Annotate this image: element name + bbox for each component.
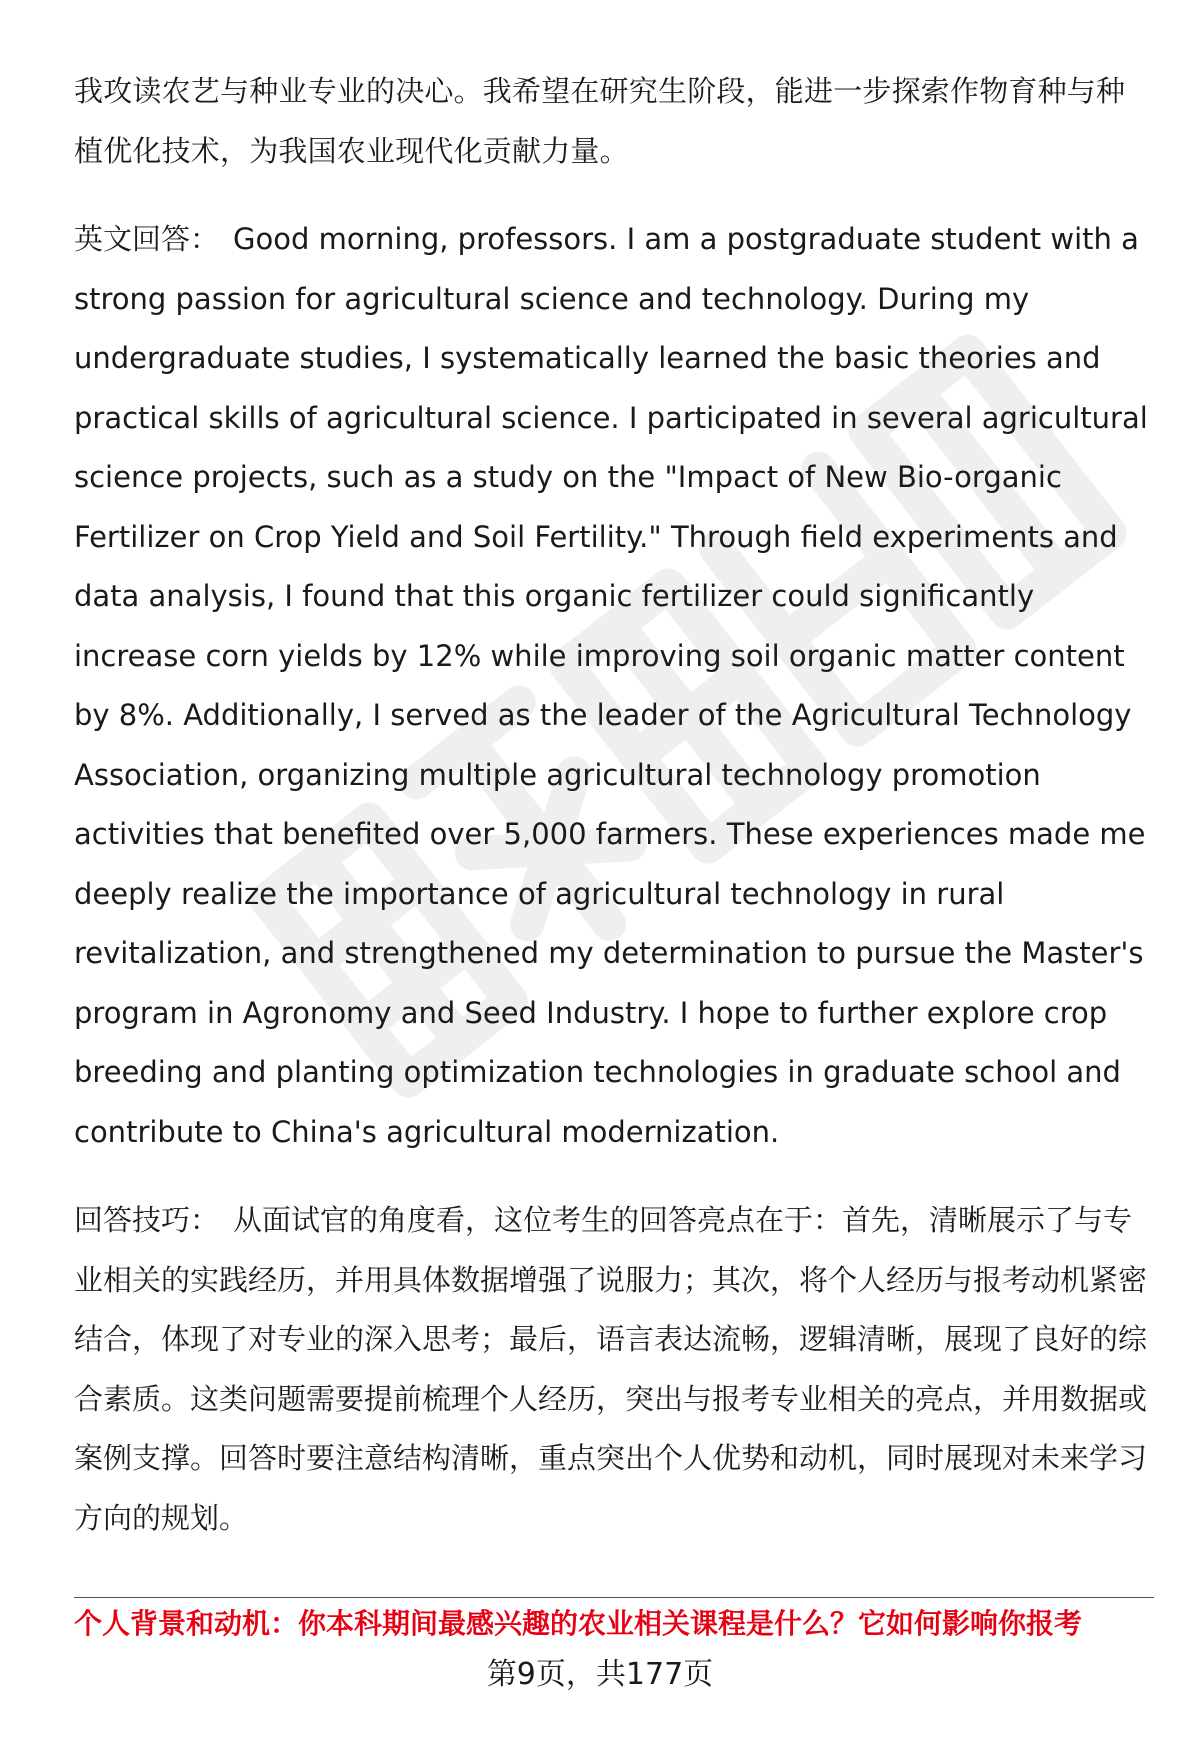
answer-tips-label: 回答技巧： [74, 1203, 220, 1237]
next-question-heading: 个人背景和动机：你本科期间最感兴趣的农业相关课程是什么？它如何影响你报考 [74, 1607, 1083, 1640]
paragraph-motivation-continued: 我攻读农艺与种业专业的决心。我希望在研究生阶段，能进一步探索作物育种与种植优化技术，为我国农业现代化贡献力量。 [74, 74, 1126, 168]
answer-tips-text: 从面试官的角度看，这位考生的回答亮点在于：首先，清晰展示了与专业相关的实践经历，并用具体数据增强了说服力；其次，将个人经历与报考动机紧密结合，体现了对专业的深入思考；最后，语言表达流畅，逻辑清晰，展现了良好的综合素质。这类问题需要提前梳理个人经历，突出与报考专业相关的亮点，并用数据或案例支撑。回答时要注意结构清晰，重点突出个人优势和动机，同时展现对未来学习方向的规划。 [74, 1203, 1148, 1535]
section-divider [74, 1597, 1154, 1598]
document-body [74, 62, 1154, 1548]
page-number: 第9页，共177页 [486, 1657, 714, 1692]
paragraph-english-answer [74, 210, 1154, 1162]
paragraph-answer-tips [74, 1191, 1154, 1548]
english-answer-label: 英文回答： [74, 222, 220, 256]
english-answer-text: Good morning, professors. I am a postgraduate student with a strong passion for agricultural science and technology. During my undergraduate studies, I systematically learned the basic theories and practical skills of agricultural science. I participated in several agricultural science projects, such as a study on the "Impact of New Bio-organic Fertilizer on Crop Yield and Soil Fertility." Through field experiments and data analysis, I found that this organic fertilizer could significantly increase corn yields by 12% while improving soil organic matter content by 8%. Additionally, I served as the leader of the Agricultural Technology Association, organizing multiple agricultural technology promotion activities that benefited over 5,000 farmers. These experiences made me deeply realize the importance of agricultural technology in rural revitalization, and strengthened my determination to pursue the Master's program in Agronomy and Seed Industry. I hope to further explore crop breeding and planting optimization technologies in graduate school and contribute to China's agricultural modernization. [74, 222, 1148, 1149]
